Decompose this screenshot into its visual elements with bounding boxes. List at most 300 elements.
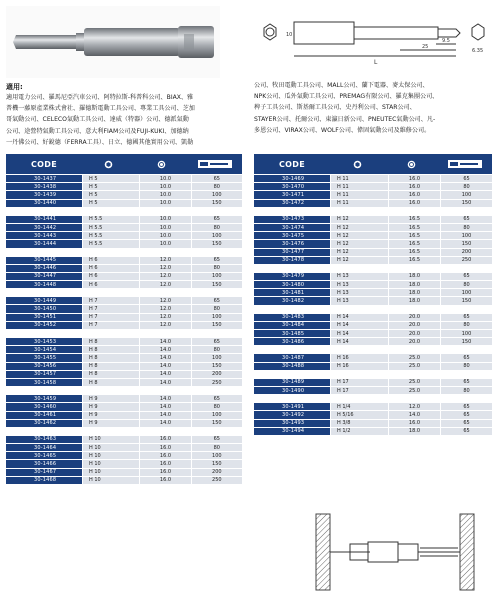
table-header [254, 154, 492, 175]
outer-diameter: 16.5 [388, 224, 440, 231]
table-row [254, 297, 492, 305]
table-row [6, 379, 242, 387]
dim-label-d2: 9.5 [442, 38, 450, 44]
table-row [6, 412, 242, 420]
hex-size: H 12 [330, 232, 388, 239]
brand-line: 一丹佛公司、好銳德（FERRA工具）、日立、德國其他實用公司、凱勒 [6, 138, 194, 146]
table-row [6, 240, 242, 248]
length: 80 [440, 281, 492, 288]
hex-size: H 12 [330, 240, 388, 247]
product-code: 30-1444 [6, 240, 82, 247]
outer-diameter: 14.0 [139, 379, 190, 386]
product-code: 30-1494 [254, 428, 330, 435]
table-row [254, 420, 492, 428]
hex-size: H 9 [82, 412, 139, 419]
outer-diameter: 20.0 [388, 330, 440, 337]
outer-diameter: 16.0 [388, 420, 440, 427]
product-group [6, 257, 242, 290]
length: 65 [440, 411, 492, 418]
product-code: 30-1442 [6, 224, 82, 231]
product-code: 30-1441 [6, 216, 82, 223]
table-row [254, 257, 492, 265]
product-group [254, 273, 492, 306]
length: 80 [191, 224, 242, 231]
product-group [254, 314, 492, 347]
hex-size: H 10 [82, 477, 139, 484]
length: 200 [191, 371, 242, 378]
product-code: 30-1439 [6, 191, 82, 198]
outer-diameter: 16.5 [388, 249, 440, 256]
product-code: 30-1449 [6, 297, 82, 304]
length: 200 [191, 469, 242, 476]
length: 100 [191, 273, 242, 280]
outer-diameter: 16.0 [139, 436, 190, 443]
outer-diameter: 12.0 [139, 322, 190, 329]
spec-table-left [6, 154, 242, 493]
table-row [6, 175, 242, 183]
length: 65 [191, 216, 242, 223]
hex-size: H 14 [330, 330, 388, 337]
product-code: 30-1468 [6, 477, 82, 484]
table-row [6, 403, 242, 411]
product-code: 30-1445 [6, 257, 82, 264]
table-row [6, 477, 242, 485]
length: 100 [440, 330, 492, 337]
product-code: 30-1472 [254, 200, 330, 207]
outer-diameter: 16.0 [388, 175, 440, 182]
table-row [6, 183, 242, 191]
product-code: 30-1475 [254, 232, 330, 239]
outer-diameter: 14.0 [139, 363, 190, 370]
width-across-flats-icon [135, 154, 188, 174]
product-group [6, 338, 242, 387]
length: 80 [191, 265, 242, 272]
outer-diameter: 10.0 [139, 224, 190, 231]
length: 150 [440, 297, 492, 304]
outer-diameter: 25.0 [388, 379, 440, 386]
product-code: 30-1485 [254, 330, 330, 337]
brand-line: 稗子工具公司、斯基爾工具公司、史丹利公司、STAR公司、 [254, 104, 416, 112]
table-row [254, 240, 492, 248]
hex-size: H 8 [82, 338, 139, 345]
length: 65 [191, 338, 242, 345]
table-row [6, 224, 242, 232]
product-code: 30-1487 [254, 354, 330, 361]
hex-size: H 14 [330, 338, 388, 345]
length: 200 [440, 249, 492, 256]
product-group [254, 379, 492, 395]
product-code: 30-1480 [254, 281, 330, 288]
product-group [6, 297, 242, 330]
length: 80 [191, 305, 242, 312]
length: 150 [191, 240, 242, 247]
product-code: 30-1455 [6, 354, 82, 361]
hex-size: H 7 [82, 305, 139, 312]
product-code: 30-1440 [6, 200, 82, 207]
outer-diameter: 12.0 [139, 314, 190, 321]
product-code: 30-1447 [6, 273, 82, 280]
table-row [6, 469, 242, 477]
product-code: 30-1490 [254, 387, 330, 394]
hex-size: H 10 [82, 452, 139, 459]
length: 150 [191, 200, 242, 207]
product-code: 30-1463 [6, 436, 82, 443]
product-code: 30-1438 [6, 183, 82, 190]
table-row [254, 354, 492, 362]
table-row [254, 216, 492, 224]
length: 65 [440, 216, 492, 223]
hex-socket-icon [330, 154, 384, 174]
brand-line: 哥氣動公司、CELECO氣動工具公司、達威（特器）公司、德派氣動 [6, 116, 189, 124]
table-row [6, 297, 242, 305]
outer-diameter: 16.0 [388, 191, 440, 198]
product-code: 30-1464 [6, 444, 82, 451]
outer-diameter: 12.0 [139, 257, 190, 264]
length: 100 [191, 354, 242, 361]
product-group [6, 216, 242, 249]
table-row [6, 281, 242, 289]
length: 150 [191, 281, 242, 288]
table-header [6, 154, 242, 175]
table-row [254, 281, 492, 289]
hex-size: H 10 [82, 444, 139, 451]
product-code: 30-1488 [254, 363, 330, 370]
hex-size: H 7 [82, 297, 139, 304]
hex-size: H 7 [82, 322, 139, 329]
hex-size: H 16 [330, 354, 388, 361]
table-row [6, 216, 242, 224]
hex-size: H 8 [82, 354, 139, 361]
outer-diameter: 12.0 [388, 403, 440, 410]
hex-size: H 1/4 [330, 403, 388, 410]
length: 150 [191, 420, 242, 427]
length: 65 [191, 297, 242, 304]
length: 65 [440, 379, 492, 386]
outer-diameter: 10.0 [139, 232, 190, 239]
length: 100 [440, 232, 492, 239]
length: 100 [191, 191, 242, 198]
hex-size: H 13 [330, 297, 388, 304]
length: 150 [191, 322, 242, 329]
brand-line: 普機一藤原產業株式會社、羅德斯電動工具公司、專業工具公司、芝加 [6, 105, 195, 113]
product-code: 30-1479 [254, 273, 330, 280]
outer-diameter: 16.5 [388, 232, 440, 239]
table-row [254, 322, 492, 330]
brand-line: NPK公司、瓜外氣動工具公司、PREMAG有限公司、羅克集團公司、 [254, 93, 439, 101]
table-row [254, 411, 492, 419]
hex-size: H 14 [330, 314, 388, 321]
outer-diameter: 10.0 [139, 216, 190, 223]
length-icon [189, 154, 242, 174]
length: 100 [191, 232, 242, 239]
product-group [6, 175, 242, 208]
hex-size: H 5 [82, 191, 139, 198]
table-row [6, 338, 242, 346]
hex-size: H 6 [82, 265, 139, 272]
length: 80 [440, 322, 492, 329]
hex-size: H 6 [82, 273, 139, 280]
length-icon [438, 154, 492, 174]
table-row [254, 175, 492, 183]
code-column-header: CODE [31, 159, 57, 169]
table-row [254, 379, 492, 387]
hex-size: H 10 [82, 469, 139, 476]
table-row [254, 289, 492, 297]
table-row [6, 460, 242, 468]
outer-diameter: 14.0 [139, 403, 190, 410]
table-row [6, 232, 242, 240]
table-row [254, 191, 492, 199]
product-group [254, 354, 492, 370]
product-code: 30-1467 [6, 469, 82, 476]
table-row [254, 183, 492, 191]
length: 65 [440, 428, 492, 435]
product-code: 30-1457 [6, 371, 82, 378]
table-row [6, 257, 242, 265]
outer-diameter: 16.5 [388, 240, 440, 247]
table-row [6, 191, 242, 199]
product-code: 30-1465 [6, 452, 82, 459]
outer-diameter: 12.0 [139, 273, 190, 280]
length: 65 [440, 354, 492, 361]
product-code: 30-1470 [254, 183, 330, 190]
length: 80 [191, 444, 242, 451]
length: 65 [191, 395, 242, 402]
product-code: 30-1451 [6, 314, 82, 321]
outer-diameter: 16.0 [139, 477, 190, 484]
hex-size: H 5 [82, 175, 139, 182]
length: 250 [191, 379, 242, 386]
hex-size: H 12 [330, 216, 388, 223]
outer-diameter: 25.0 [388, 363, 440, 370]
brand-line: STAYER公司、托爾公司、東瀛日新公司、PNEUTEC氣動公司、凡- [254, 115, 436, 123]
hex-size: H 11 [330, 175, 388, 182]
outer-diameter: 14.0 [139, 338, 190, 345]
hex-size: H 8 [82, 379, 139, 386]
dim-label-d3: 25 [422, 44, 429, 50]
hex-size: H 3/8 [330, 420, 388, 427]
table-row [254, 232, 492, 240]
product-code: 30-1462 [6, 420, 82, 427]
hex-size: H 13 [330, 289, 388, 296]
table-row [6, 363, 242, 371]
length: 65 [191, 175, 242, 182]
hex-size: H 9 [82, 403, 139, 410]
length: 100 [191, 314, 242, 321]
hex-size: H 5 [82, 183, 139, 190]
table-row [6, 395, 242, 403]
length: 250 [440, 257, 492, 264]
hex-size: H 10 [82, 436, 139, 443]
length: 80 [440, 387, 492, 394]
outer-diameter: 20.0 [388, 314, 440, 321]
length: 150 [191, 363, 242, 370]
length: 100 [191, 452, 242, 459]
outer-diameter: 18.0 [388, 428, 440, 435]
hex-size: H 9 [82, 420, 139, 427]
table-row [6, 371, 242, 379]
length: 250 [191, 477, 242, 484]
hex-size: H 6 [82, 281, 139, 288]
product-code: 30-1446 [6, 265, 82, 272]
hex-size: H 11 [330, 200, 388, 207]
outer-diameter: 20.0 [388, 322, 440, 329]
product-code: 30-1481 [254, 289, 330, 296]
product-code: 30-1493 [254, 420, 330, 427]
outer-diameter: 14.0 [388, 411, 440, 418]
outer-diameter: 25.0 [388, 354, 440, 361]
outer-diameter: 18.0 [388, 281, 440, 288]
table-row [6, 444, 242, 452]
product-code: 30-1489 [254, 379, 330, 386]
table-row [6, 420, 242, 428]
table-row [254, 363, 492, 371]
length: 65 [440, 314, 492, 321]
hex-size: H 17 [330, 387, 388, 394]
hex-size: H 5.5 [82, 224, 139, 231]
outer-diameter: 10.0 [139, 200, 190, 207]
hex-size: H 5.5 [82, 232, 139, 239]
table-row [6, 314, 242, 322]
table-row [6, 265, 242, 273]
product-code: 30-1474 [254, 224, 330, 231]
table-row [6, 346, 242, 354]
length: 80 [440, 224, 492, 231]
length: 100 [440, 289, 492, 296]
applicable-brands-left [6, 92, 246, 148]
hex-size: H 8 [82, 371, 139, 378]
outer-diameter: 18.0 [388, 297, 440, 304]
outer-diameter: 12.0 [139, 305, 190, 312]
hex-size: H 9 [82, 395, 139, 402]
table-row [254, 224, 492, 232]
outer-diameter: 16.0 [139, 460, 190, 467]
product-code: 30-1456 [6, 363, 82, 370]
outer-diameter: 10.0 [139, 240, 190, 247]
product-code: 30-1477 [254, 249, 330, 256]
product-code: 30-1482 [254, 297, 330, 304]
hex-size: H 6 [82, 257, 139, 264]
length: 65 [440, 403, 492, 410]
outer-diameter: 16.0 [388, 200, 440, 207]
outer-diameter: 10.0 [139, 175, 190, 182]
product-group [254, 216, 492, 265]
hex-size: H 7 [82, 314, 139, 321]
outer-diameter: 14.0 [139, 420, 190, 427]
product-code: 30-1476 [254, 240, 330, 247]
outer-diameter: 12.0 [139, 281, 190, 288]
dim-label-d5: 6.35 [472, 48, 484, 54]
code-column-header: CODE [279, 159, 305, 169]
length: 80 [191, 346, 242, 353]
table-row [6, 305, 242, 313]
product-code: 30-1486 [254, 338, 330, 345]
hex-size: H 11 [330, 191, 388, 198]
hex-size: H 14 [330, 322, 388, 329]
outer-diameter: 10.0 [139, 191, 190, 198]
product-code: 30-1437 [6, 175, 82, 182]
hex-size: H 5.5 [82, 216, 139, 223]
outer-diameter: 14.0 [139, 354, 190, 361]
hex-size: H 5 [82, 200, 139, 207]
outer-diameter: 25.0 [388, 387, 440, 394]
outer-diameter: 20.0 [388, 338, 440, 345]
length: 100 [440, 191, 492, 198]
product-code: 30-1454 [6, 346, 82, 353]
outer-diameter: 16.0 [388, 183, 440, 190]
brand-line: 適用電力公司、羅馬尼亞汽車公司、阿特拉斯-科普科公司、BIAX、雅 [6, 94, 194, 101]
table-row [254, 428, 492, 436]
length: 80 [440, 363, 492, 370]
product-code: 30-1466 [6, 460, 82, 467]
hex-size: H 16 [330, 363, 388, 370]
hex-size: H 10 [82, 460, 139, 467]
hex-socket-icon [82, 154, 135, 174]
product-code: 30-1460 [6, 403, 82, 410]
product-group [254, 403, 492, 436]
table-row [6, 452, 242, 460]
hex-size: H 12 [330, 249, 388, 256]
product-code: 30-1461 [6, 412, 82, 419]
product-group [6, 436, 242, 485]
product-code: 30-1492 [254, 411, 330, 418]
length: 65 [440, 175, 492, 182]
length: 150 [440, 338, 492, 345]
table-row [254, 387, 492, 395]
spec-table-right [254, 154, 492, 444]
brand-line: 公司、途營特氣動工具公司、意大利FIAM公司及FUJI-KUKI、加德納 [6, 127, 189, 135]
length: 80 [191, 403, 242, 410]
outer-diameter: 18.0 [388, 289, 440, 296]
applicable-title: 適用: [6, 83, 23, 91]
outer-diameter: 16.0 [139, 469, 190, 476]
product-code: 30-1473 [254, 216, 330, 223]
table-row [254, 273, 492, 281]
product-code: 30-1491 [254, 403, 330, 410]
product-code: 30-1484 [254, 322, 330, 329]
outer-diameter: 12.0 [139, 265, 190, 272]
outer-diameter: 18.0 [388, 273, 440, 280]
nut-setter-photo [6, 6, 220, 78]
length: 65 [440, 420, 492, 427]
product-code: 30-1453 [6, 338, 82, 345]
dimension-drawing [250, 12, 496, 84]
outer-diameter: 12.0 [139, 297, 190, 304]
product-code: 30-1450 [6, 305, 82, 312]
product-code: 30-1452 [6, 322, 82, 329]
dim-label-d4: L [374, 59, 378, 66]
length: 80 [191, 183, 242, 190]
length: 100 [191, 412, 242, 419]
hex-size: H 17 [330, 379, 388, 386]
hex-size: H 12 [330, 257, 388, 264]
outer-diameter: 16.0 [139, 452, 190, 459]
hex-size: H 13 [330, 281, 388, 288]
length: 150 [440, 240, 492, 247]
product-code: 30-1459 [6, 395, 82, 402]
hex-size: H 8 [82, 363, 139, 370]
table-row [6, 354, 242, 362]
outer-diameter: 14.0 [139, 412, 190, 419]
table-row [254, 200, 492, 208]
product-code: 30-1483 [254, 314, 330, 321]
length: 65 [191, 257, 242, 264]
table-row [254, 249, 492, 257]
outer-diameter: 16.5 [388, 257, 440, 264]
product-code: 30-1458 [6, 379, 82, 386]
dim-label-d1: 10 [286, 32, 293, 38]
product-group [254, 175, 492, 208]
